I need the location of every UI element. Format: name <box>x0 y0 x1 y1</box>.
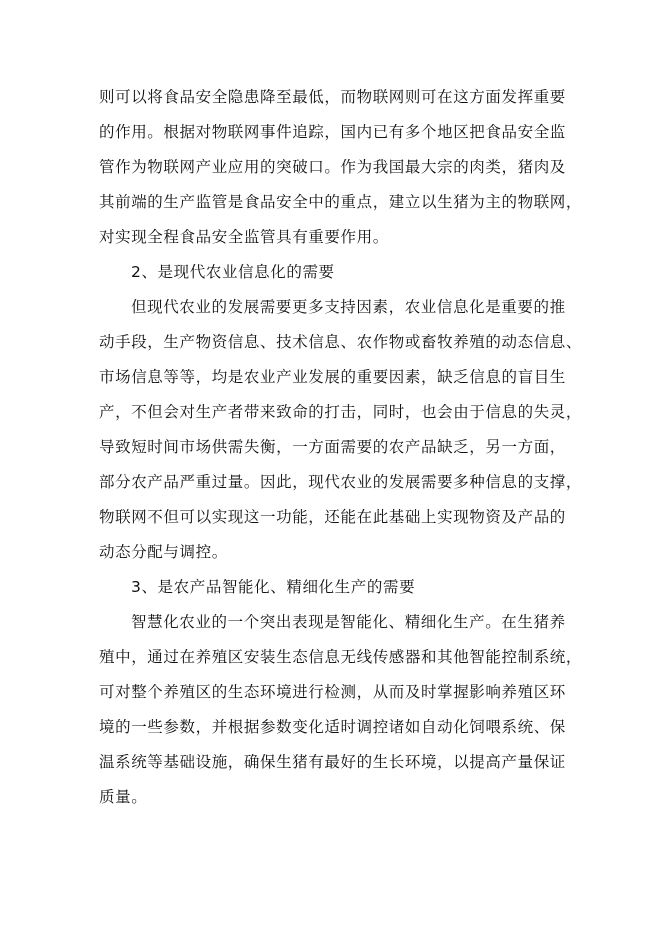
text-line: 但现代农业的发展需要更多支持因素，农业信息化是重要的推 <box>131 298 566 316</box>
text-line: 对实现全程食品安全监管具有重要作用。 <box>99 228 389 246</box>
section-heading: 3、是农产品智能化、精细化生产的需要 <box>131 578 416 596</box>
text-line: 导致短时间市场供需失衡，一方面需要的农产品缺乏，另一方面， <box>99 438 566 456</box>
text-line: 温系统等基础设施，确保生猪有最好的生长环境，以提高产量保证 <box>99 753 566 771</box>
text-line: 市场信息等等，均是农业产业发展的重要因素，缺乏信息的盲目生 <box>99 368 566 386</box>
text-line: 动手段，生产物资信息、技术信息、农作物或畜牧养殖的动态信息、 <box>99 333 583 351</box>
text-line: 殖中，通过在养殖区安装生态信息无线传感器和其他智能控制系统， <box>99 648 583 666</box>
text-line: 可对整个养殖区的生态环境进行检测，从而及时掌握影响养殖区环 <box>99 683 566 701</box>
section-heading: 2、是现代农业信息化的需要 <box>131 263 335 281</box>
text-line: 其前端的生产监管是食品安全中的重点，建立以生猪为主的物联网， <box>99 193 583 211</box>
text-line: 动态分配与调控。 <box>99 543 228 561</box>
text-line: 境的一些参数，并根据参数变化适时调控诸如自动化饲喂系统、保 <box>99 718 566 736</box>
text-line: 则可以将食品安全隐患降至最低，而物联网则可在这方面发挥重要 <box>99 88 566 106</box>
text-line: 部分农产品严重过量。因此，现代农业的发展需要多种信息的支撑， <box>99 473 583 491</box>
text-line: 管作为物联网产业应用的突破口。作为我国最大宗的肉类，猪肉及 <box>99 158 566 176</box>
text-line: 的作用。根据对物联网事件追踪，国内已有多个地区把食品安全监 <box>99 123 566 141</box>
text-line: 物联网不但可以实现这一功能，还能在此基础上实现物资及产品的 <box>99 508 566 526</box>
text-line: 产，不但会对生产者带来致命的打击，同时，也会由于信息的失灵， <box>99 403 583 421</box>
text-line: 质量。 <box>99 788 148 806</box>
text-line: 智慧化农业的一个突出表现是智能化、精细化生产。在生猪养 <box>131 613 566 631</box>
